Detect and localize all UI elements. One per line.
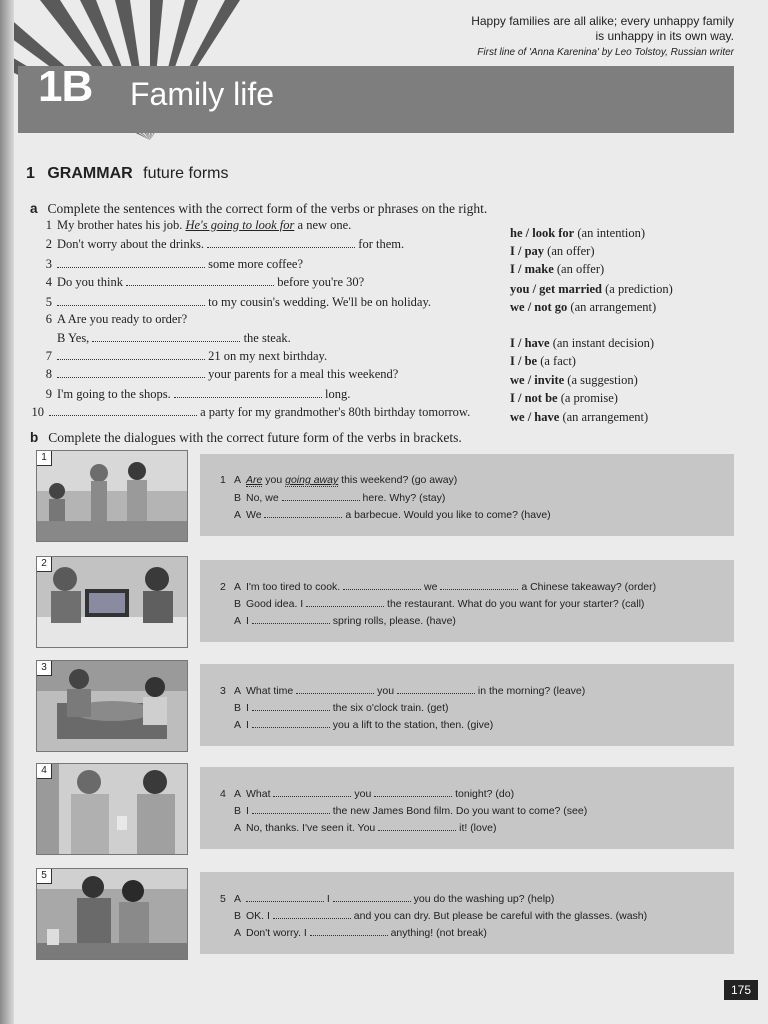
exercise-a-item — [38, 294, 431, 310]
verb-prompt-function: (a fact) — [537, 354, 576, 368]
verb-prompt — [510, 373, 638, 388]
dialogue-box — [200, 767, 734, 849]
dialogue-text: anything! (not break) — [387, 927, 487, 939]
exercise-a-item — [38, 330, 291, 346]
verb-prompt-function: (an offer) — [544, 244, 595, 258]
speaker-label: A — [234, 788, 242, 800]
answer-blank[interactable] — [252, 614, 330, 624]
dialogue-row — [36, 763, 696, 853]
dialogue-line — [220, 684, 585, 697]
dialogue-line — [220, 718, 493, 731]
dialogue-photo — [36, 763, 188, 855]
speaker-label: B — [234, 598, 242, 610]
speaker-label: A — [234, 509, 242, 521]
verb-prompt — [510, 336, 654, 351]
dialogue-text: I — [246, 615, 252, 627]
dialogue-number: 2 — [220, 581, 226, 593]
verb-prompt-verb: we / invite — [510, 373, 565, 387]
exercise-a-item — [38, 348, 327, 364]
item-number: 3 — [45, 257, 52, 271]
dialogue-photo — [36, 868, 188, 960]
exercise-a-item — [38, 386, 350, 402]
item-text-before: I'm going to the shops. — [57, 387, 174, 401]
dialogue-line — [220, 597, 644, 610]
example-answer: He's going to look for — [185, 218, 295, 232]
verb-prompt-function: (an arrangement) — [567, 300, 657, 314]
dialogue-text: you — [351, 788, 375, 800]
dialogue-text: OK. I — [246, 910, 273, 922]
epigraph-line-2: is unhappy in its own way. — [595, 29, 734, 43]
dialogue-box — [200, 872, 734, 954]
section-subtitle: future forms — [143, 165, 229, 182]
dialogue-text: I — [246, 702, 252, 714]
item-number: 7 — [45, 349, 52, 363]
item-text-before: Don't worry about the drinks. — [57, 237, 208, 251]
verb-prompt — [510, 391, 618, 406]
item-text-before: Do you think — [57, 275, 127, 289]
epigraph-line-1: Happy families are all alike; every unhappy family — [471, 14, 734, 28]
dialogue-text: tonight? (do) — [452, 788, 515, 800]
verb-prompt — [510, 244, 594, 259]
verb-prompt-function: (an arrangement) — [559, 410, 649, 424]
verb-prompt-verb: you / get married — [510, 282, 602, 296]
answer-blank[interactable] — [440, 580, 518, 590]
answer-blank[interactable] — [296, 684, 374, 694]
part-b-instruction-text: Complete the dialogues with the correct future form of the verbs in brackets. — [48, 430, 462, 445]
answer-blank[interactable] — [57, 366, 205, 378]
dialogue-text: a barbecue. Would you like to come? (have) — [342, 509, 551, 521]
item-text-after: some more coffee? — [205, 257, 303, 271]
verb-prompt — [510, 226, 645, 241]
dialogue-line — [220, 614, 456, 627]
photo-number-label: 1 — [36, 450, 52, 466]
photo-number-label: 2 — [36, 556, 52, 572]
part-b-letter: b — [30, 430, 39, 445]
answer-blank[interactable] — [246, 892, 324, 902]
photo-number-label: 3 — [36, 660, 52, 676]
dialogue-text: I — [246, 805, 252, 817]
dialogue-text: No, we — [246, 492, 282, 504]
dialogue-text: and you can dry. But please be careful with the glasses. (wash) — [350, 910, 648, 922]
dialogue-line — [220, 508, 551, 521]
answer-blank[interactable] — [174, 386, 322, 398]
verb-prompt — [510, 410, 648, 425]
item-text-after: a new one. — [294, 218, 352, 232]
section-title: GRAMMAR — [47, 165, 133, 182]
item-number: 2 — [45, 237, 52, 251]
part-a-instruction-text: Complete the sentences with the correct form of the verbs or phrases on the right. — [47, 201, 488, 216]
item-number: 6 — [45, 312, 52, 326]
item-text-after: to my cousin's wedding. We'll be on holiday. — [205, 295, 432, 309]
answer-blank[interactable] — [273, 787, 351, 797]
verb-prompt — [510, 262, 604, 277]
dialogue-line — [220, 909, 647, 922]
item-number: 1 — [45, 218, 52, 232]
unit-number: 1B — [38, 62, 93, 111]
dialogue-line — [220, 491, 445, 504]
verb-prompt-verb: I / be — [510, 354, 538, 368]
exercise-a-item — [38, 274, 364, 290]
answer-blank[interactable] — [49, 404, 197, 416]
item-number: 9 — [45, 387, 52, 401]
part-a-instruction — [30, 201, 487, 217]
verb-prompt — [510, 282, 673, 297]
exercise-a-item — [38, 366, 398, 382]
answer-blank[interactable] — [92, 330, 240, 342]
answer-blank[interactable] — [282, 491, 360, 501]
page-number: 175 — [724, 980, 758, 1000]
answer-blank[interactable] — [57, 348, 205, 360]
dialogue-photo — [36, 450, 188, 542]
answer-blank[interactable] — [57, 256, 205, 268]
dialogue-text: you — [374, 685, 397, 697]
dialogue-text: We — [246, 509, 265, 521]
dialogue-box — [200, 664, 734, 746]
verb-prompt-function: (an intention) — [574, 226, 646, 240]
exercise-a-item — [38, 236, 404, 252]
speaker-label: A — [234, 685, 242, 697]
item-text-before: My brother hates his job. — [57, 218, 186, 232]
dialogue-row — [36, 556, 696, 646]
item-number: 4 — [45, 275, 52, 289]
dialogue-line — [220, 701, 449, 714]
speaker-label: A — [234, 822, 242, 834]
dialogue-text: spring rolls, please. (have) — [329, 615, 456, 627]
example-answer: going away — [285, 474, 339, 486]
answer-blank[interactable] — [126, 274, 274, 286]
speaker-label: A — [234, 719, 242, 731]
dialogue-line — [220, 804, 587, 817]
dialogue-text: the six o'clock train. (get) — [329, 702, 449, 714]
unit-banner — [18, 66, 734, 133]
dialogue-text: in the morning? (leave) — [474, 685, 586, 697]
item-text-after: the steak. — [240, 331, 291, 345]
dialogue-line — [220, 474, 457, 486]
answer-blank[interactable] — [310, 926, 388, 936]
item-text-before: B Yes, — [57, 331, 93, 345]
dialogue-number: 3 — [220, 685, 226, 697]
dialogue-line — [220, 821, 496, 834]
dialogue-text: Don't worry. I — [246, 927, 310, 939]
speaker-label: B — [234, 702, 242, 714]
item-number: 5 — [45, 295, 52, 309]
dialogue-text: a Chinese takeaway? (order) — [518, 581, 657, 593]
item-text-before: A Are you ready to order? — [57, 312, 188, 326]
epigraph-source: First line of 'Anna Karenina' by Leo Tolstoy, Russian writer — [477, 47, 734, 58]
dialogue-row — [36, 660, 696, 750]
dialogue-row — [36, 450, 696, 540]
exercise-a-item — [38, 256, 303, 272]
speaker-label: B — [234, 492, 242, 504]
dialogue-text: No, thanks. I've seen it. You — [246, 822, 379, 834]
speaker-label: B — [234, 805, 242, 817]
dialogue-text: you a lift to the station, then. (give) — [329, 719, 494, 731]
dialogue-text: we — [421, 581, 441, 593]
photo-number-label: 4 — [36, 763, 52, 779]
exercise-a-item — [38, 312, 187, 327]
photo-number-label: 5 — [36, 868, 52, 884]
verb-prompt-verb: I / have — [510, 336, 550, 350]
answer-blank[interactable] — [264, 508, 342, 518]
verb-prompt — [510, 300, 656, 315]
dialogue-number: 4 — [220, 788, 226, 800]
verb-prompt-verb: I / not be — [510, 391, 558, 405]
item-text-after: before you're 30? — [274, 275, 365, 289]
dialogue-text: What — [246, 788, 274, 800]
answer-blank[interactable] — [306, 597, 384, 607]
speaker-label: B — [234, 910, 242, 922]
dialogue-text: the new James Bond film. Do you want to come? (see) — [329, 805, 588, 817]
section-heading — [26, 165, 229, 183]
item-text-after: long. — [321, 387, 351, 401]
exercise-a-item — [30, 404, 470, 420]
dialogue-text: I — [324, 893, 333, 905]
dialogue-text: here. Why? (stay) — [359, 492, 446, 504]
dialogue-text: you — [262, 474, 286, 486]
dialogue-row — [36, 868, 696, 958]
answer-blank[interactable] — [252, 701, 330, 711]
dialogue-number: 1 — [220, 474, 226, 486]
item-text-after: your parents for a meal this weekend? — [205, 367, 399, 381]
dialogue-text: the restaurant. What do you want for your starter? (call) — [384, 598, 645, 610]
dialogue-line — [220, 787, 514, 800]
answer-blank[interactable] — [252, 804, 330, 814]
part-b-instruction — [30, 430, 462, 446]
speaker-label: A — [234, 615, 242, 627]
answer-blank[interactable] — [378, 821, 456, 831]
unit-title: Family life — [130, 76, 275, 112]
dialogue-text: this weekend? (go away) — [338, 474, 458, 486]
answer-blank[interactable] — [252, 718, 330, 728]
speaker-label: A — [234, 927, 242, 939]
dialogue-text: Good idea. I — [246, 598, 307, 610]
verb-prompt-verb: he / look for — [510, 226, 575, 240]
dialogue-box — [200, 560, 734, 642]
verb-prompt-verb: we / have — [510, 410, 560, 424]
item-text-after: 21 on my next birthday. — [205, 349, 328, 363]
verb-prompt-function: (a prediction) — [602, 282, 673, 296]
item-number: 8 — [45, 367, 52, 381]
speaker-label: A — [234, 893, 242, 905]
dialogue-line — [220, 926, 487, 939]
dialogue-text: you do the washing up? (help) — [410, 893, 555, 905]
page-gutter-shadow — [0, 0, 14, 1024]
verb-prompt — [510, 354, 576, 369]
verb-prompt-function: (an offer) — [553, 262, 605, 276]
answer-blank[interactable] — [207, 236, 355, 248]
speaker-label: A — [234, 474, 242, 486]
answer-blank[interactable] — [397, 684, 475, 694]
speaker-label: A — [234, 581, 242, 593]
verb-prompt-verb: we / not go — [510, 300, 568, 314]
answer-blank[interactable] — [333, 892, 411, 902]
dialogue-line — [220, 580, 656, 593]
verb-prompt-verb: I / make — [510, 262, 554, 276]
verb-prompt-function: (an instant decision) — [549, 336, 655, 350]
dialogue-text: I'm too tired to cook. — [246, 581, 344, 593]
answer-blank[interactable] — [273, 909, 351, 919]
item-text-after: a party for my grandmother's 80th birthday tomorrow. — [197, 405, 471, 419]
dialogue-text: it! (love) — [456, 822, 497, 834]
dialogue-box — [200, 454, 734, 536]
epigraph — [414, 14, 734, 60]
section-number: 1 — [26, 165, 35, 182]
verb-prompt-function: (a suggestion) — [564, 373, 638, 387]
example-answer: Are — [246, 474, 263, 486]
dialogue-text: What time — [246, 685, 297, 697]
part-a-letter: a — [30, 201, 38, 216]
dialogue-number: 5 — [220, 893, 226, 905]
verb-prompt-function: (a promise) — [557, 391, 618, 405]
verb-prompt-verb: I / pay — [510, 244, 545, 258]
dialogue-text: I — [246, 719, 252, 731]
answer-blank[interactable] — [343, 580, 421, 590]
dialogue-photo — [36, 556, 188, 648]
answer-blank[interactable] — [374, 787, 452, 797]
dialogue-line — [220, 892, 554, 905]
exercise-a-item — [38, 218, 351, 233]
answer-blank[interactable] — [57, 294, 205, 306]
item-number: 10 — [31, 405, 44, 419]
item-text-after: for them. — [355, 237, 405, 251]
dialogue-photo — [36, 660, 188, 752]
